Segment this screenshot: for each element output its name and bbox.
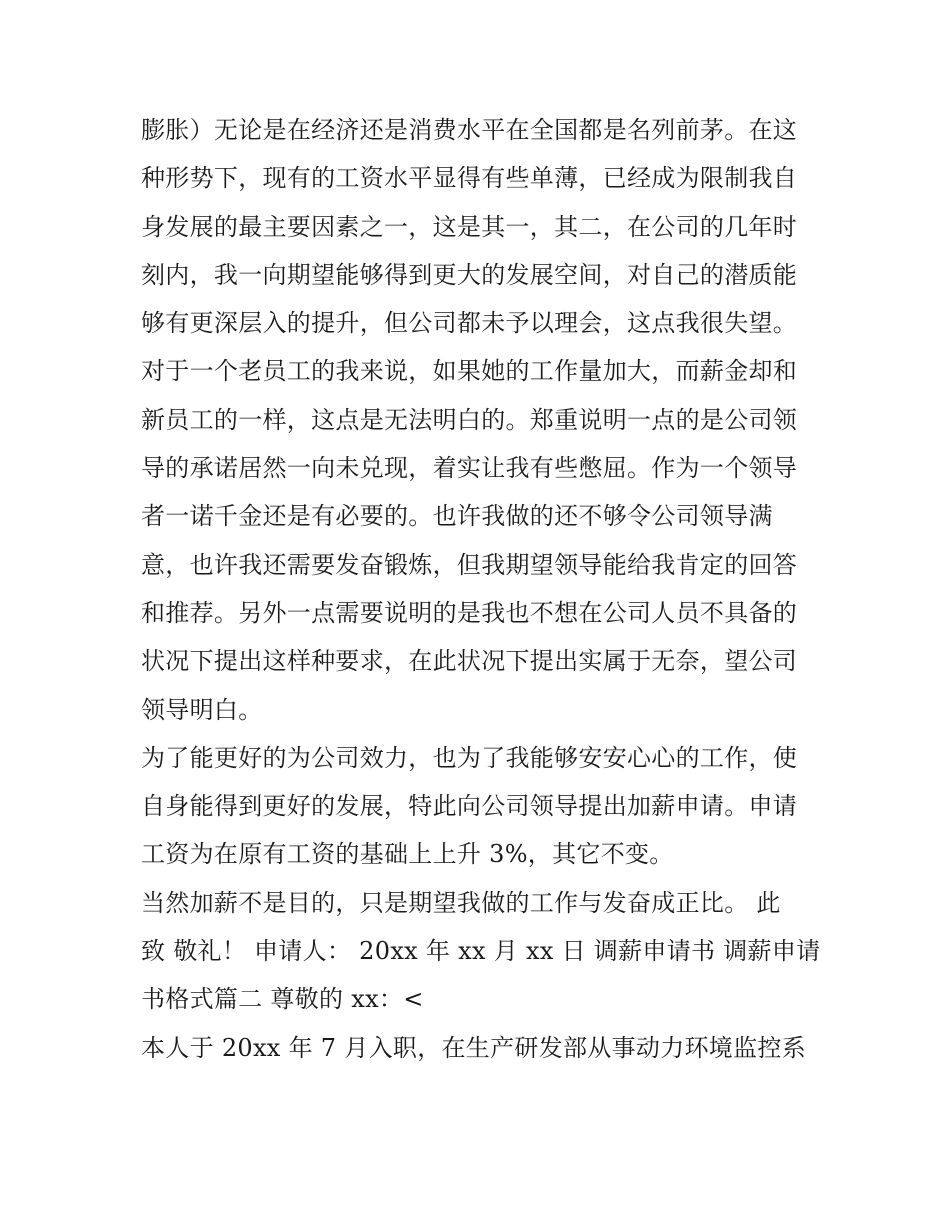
text-line: 导的承诺居然一向未兑现，着实让我有些憋屈。作为一个领导 <box>141 454 798 483</box>
text-line: 为了能更好的为公司效力，也为了我能够安安心心的工作，使 <box>141 743 798 772</box>
text-line: 者一诺千金还是有必要的。也许我做的还不够令公司领导满 <box>141 502 773 531</box>
text-line: 自身能得到更好的发展，特此向公司领导提出加薪申请。申请 <box>141 792 798 821</box>
text-line: 身发展的最主要因素之一，这是其一，其二，在公司的几年时 <box>141 212 798 241</box>
text-line: 领导明白。 <box>141 695 263 724</box>
text-line: 本人于 20xx 年 7 月入职，在生产研发部从事动力环境监控系 <box>141 1033 806 1062</box>
text-line: 致 敬礼！ 申请人： 20xx 年 xx 月 xx 日 调薪申请书 调薪申请 <box>141 937 821 966</box>
text-line: 种形势下，现有的工资水平显得有些单薄，已经成为限制我自 <box>141 164 798 193</box>
text-line: 对于一个老员工的我来说，如果她的工作量加大，而薪金却和 <box>141 357 798 386</box>
text-line: 新员工的一样，这点是无法明白的。郑重说明一点的是公司领 <box>141 405 798 434</box>
text-line: 意，也许我还需要发奋锻炼，但我期望领导能给我肯定的回答 <box>141 550 798 579</box>
text-line: 和推荐。另外一点需要说明的是我也不想在公司人员不具备的 <box>141 598 798 627</box>
text-line: 膨胀）无论是在经济还是消费水平在全国都是名列前茅。在这 <box>141 116 798 144</box>
text-line: 工资为在原有工资的基础上上升 3%，其它不变。 <box>141 840 674 869</box>
text-line: 当然加薪不是目的，只是期望我做的工作与发奋成正比。 此 <box>141 888 781 917</box>
text-line: 书格式篇二 尊敬的 xx：< <box>141 985 424 1014</box>
text-line: 够有更深层入的提升，但公司都未予以理会，这点我很失望。 <box>141 309 798 338</box>
text-line: 状况下提出这样种要求，在此状况下提出实属于无奈，望公司 <box>141 647 798 676</box>
body-text <box>141 106 831 1072</box>
text-line: 刻内，我一向期望能够得到更大的发展空间，对自己的潜质能 <box>141 260 798 289</box>
